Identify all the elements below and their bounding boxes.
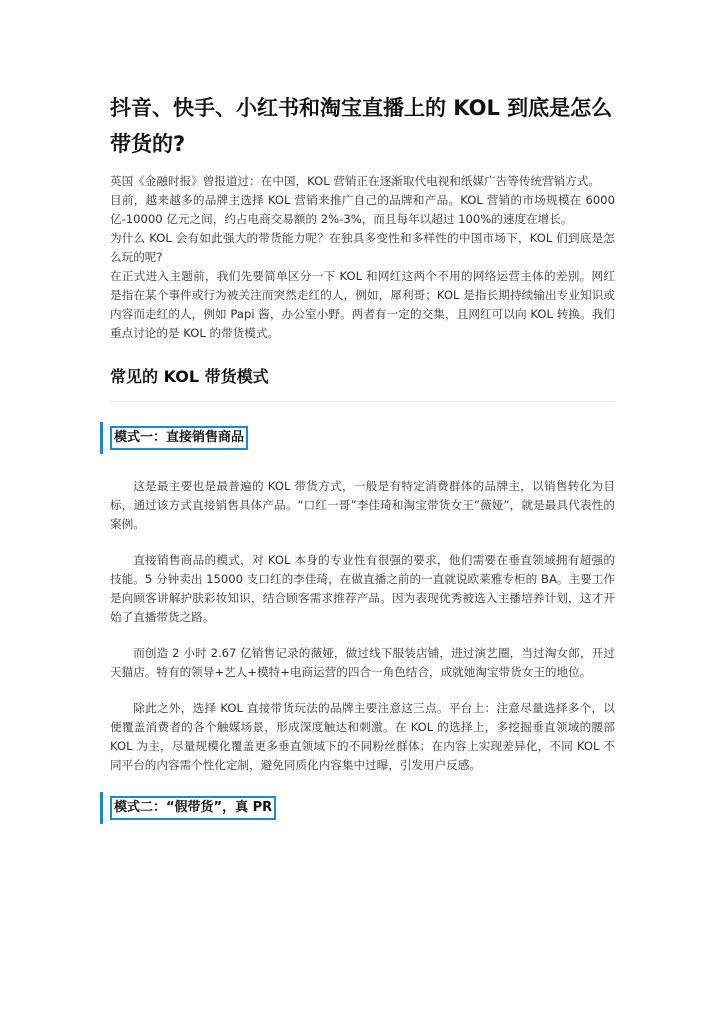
- intro-paragraph: 在正式进入主题前，我们先要简单区分一下 KOL 和网红这两个不用的网络运营主体的差别。网红是指在某个事件或行为被关注而突然走红的人，例如，犀利哥；KOL 是指长期持续输出专业知识或内容而走红的人，例如 Papi 酱，办公室小野。两者有一定的交集，且网红可以向 KOL 转换。我们重点讨论的是 KOL 的带货模式。: [110, 269, 615, 340]
- mode-two-title: 模式二：“假带货”，真 PR: [110, 796, 276, 820]
- body-paragraph: 除此之外，选择 KOL 直接带货玩法的品牌主要注意这三点。平台上：注意尽量选择多个，以便覆盖消费者的各个触媒场景，形成深度触达和刺激。在 KOL 的选择上，多挖掘垂直领域的腰部 KOL 为主，尽量规模化覆盖更多垂直领域下的不同粉丝群体；在内容上实现差异化，不同 KOL 不同平台的内容需个性化定制，避免同质化内容集中过曝，引发用户反感。: [110, 701, 615, 772]
- section-title: 常见的 KOL 带货模式: [110, 367, 269, 386]
- heading-accent-bar: [100, 422, 103, 454]
- intro-paragraph: 英国《金融时报》曾报道过：在中国，KOL 营销正在逐渐取代电视和纸媒广告等传统营销方式。: [110, 174, 600, 188]
- intro-section: [110, 172, 615, 343]
- mode-one-title: 模式一：直接销售商品: [110, 426, 248, 450]
- section-divider: [110, 401, 615, 402]
- body-paragraph: 而创造 2 小时 2.67 亿销售记录的薇娅，做过线下服装店铺，进过演艺圈，当过淘女郎，开过天猫店。特有的领导+艺人+模特+电商运营的四合一角色结合，成就她淘宝带货女王的地位。: [110, 646, 615, 679]
- mode-one-body: [110, 477, 615, 775]
- article-title: 抖音、快手、小红书和淘宝直播上的 KOL 到底是怎么带货的?: [110, 96, 613, 156]
- intro-paragraph: 为什么 KOL 会有如此强大的带货能力呢？在独具多变性和多样性的中国市场下，KOL 们到底是怎么玩的呢?: [110, 231, 615, 264]
- heading-accent-bar: [100, 792, 103, 824]
- mode-one-heading: [100, 422, 615, 454]
- article: [110, 90, 615, 824]
- body-paragraph: 直接销售商品的模式，对 KOL 本身的专业性有很强的要求，他们需要在垂直领域拥有超强的技能。5 分钟卖出 15000 支口红的李佳琦，在做直播之前的一直就说欧莱雅专柜的 BA。主要工作是向顾客讲解护肤彩妆知识，结合顾客需求推荐产品。因为表现优秀被选入主播培养计划，这才开始了直播带货之路。: [110, 553, 615, 624]
- mode-two-heading: [100, 792, 615, 824]
- intro-paragraph: 目前，越来越多的品牌主选择 KOL 营销来推广自己的品牌和产品。KOL 营销的市场规模在 6000 亿-10000 亿元之间，约占电商交易额的 2%-3%，而且每年以超过 100%的速度在增长。: [110, 193, 615, 226]
- body-paragraph: 这是最主要也是最普遍的 KOL 带货方式，一般是有特定消费群体的品牌主，以销售转化为目标，通过该方式直接销售具体产品。“口红一哥”李佳琦和淘宝带货女王”薇娅”，就是最具代表性的案例。: [110, 479, 615, 531]
